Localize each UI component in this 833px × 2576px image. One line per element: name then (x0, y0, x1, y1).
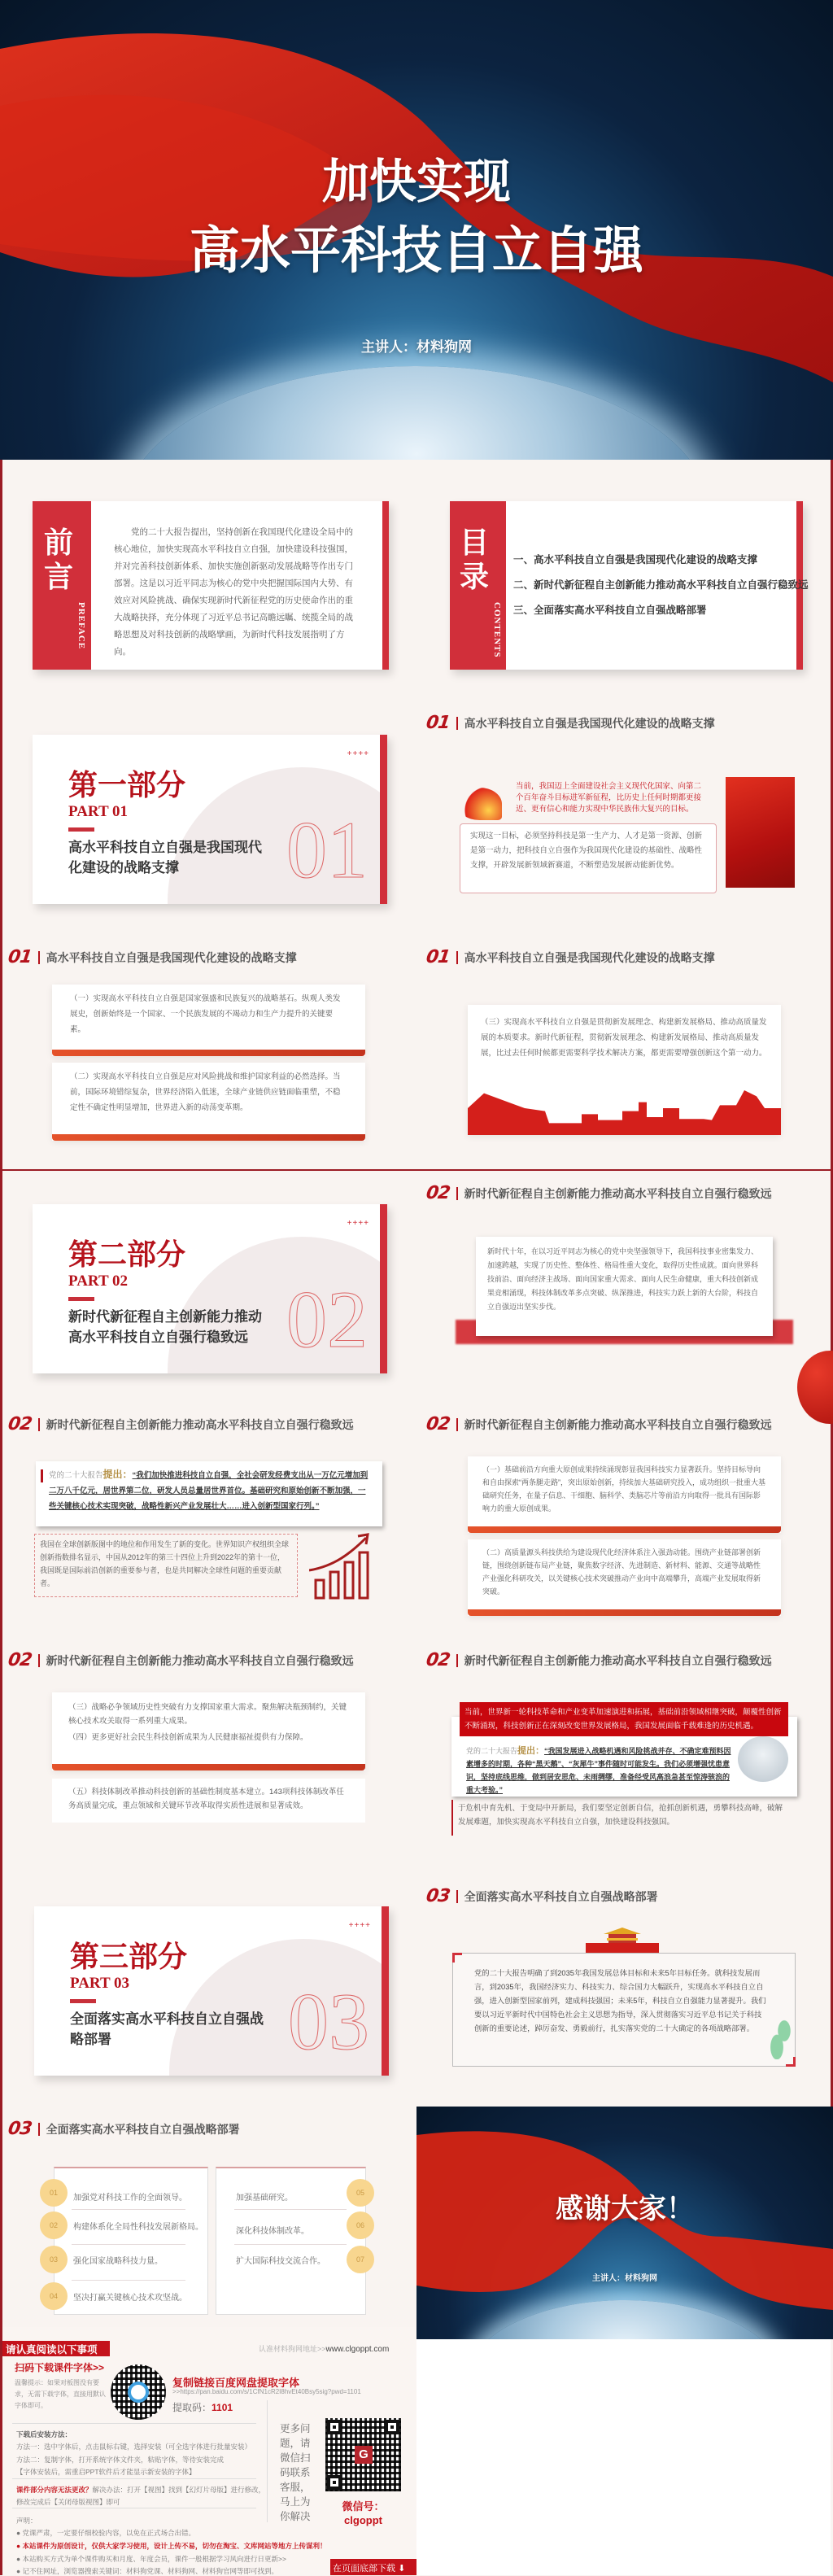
orange-bar (52, 1050, 365, 1056)
s1-red-text: 当前，我国迈上全面建设社会主义现代化国家、向第二个百年奋斗目标进军新征程，比历史上任何时期都更接近、更有信心和能力实现中华民族伟大复兴的目标。 (516, 782, 702, 814)
number-badge: 01 (40, 2179, 68, 2207)
growth-chart-icon (309, 1530, 376, 1603)
list-item: 强化国家战略科技力量。 (73, 2257, 163, 2266)
divider (267, 2400, 268, 2522)
accent-bar (68, 1297, 94, 1301)
header-divider (456, 717, 458, 730)
download-label: 在页面底部下载 (333, 2564, 395, 2574)
header-title: 全面落实高水平科技自立自强战略部署 (464, 1891, 658, 1904)
list-item: 深化科技体制改革。 (236, 2227, 309, 2236)
plus-decor: ++++ (348, 1921, 371, 1930)
header-divider (456, 1187, 458, 1200)
header-divider (38, 1654, 40, 1667)
quote-prefix: 党的二十大报告 (466, 1747, 518, 1755)
wechat-label: 微信号： (342, 2500, 385, 2513)
quote-prefix: 党的二十大报告 (49, 1471, 103, 1480)
number-badge: 04 (40, 2282, 68, 2310)
s2-item-1 (468, 1456, 781, 1533)
item-text: （二）高质量源头科技供给为建设现代化经济体系注入强劲动能。围绕产业链部署创新链，围绕创新链布局产业链，聚焦数字经济、先进制造、新材料、能源、交通等战略性产业强化科研攻关，以关键核心技术突破推动产业向中高端攀升，高端产业发展取得新突破。 (482, 1548, 761, 1596)
cover-title-line2: 高水平科技自立自强 (189, 224, 643, 279)
contents-item-2[interactable]: 二、新时代新征程自主创新能力推动高水平科技自立自强行稳致远 (513, 579, 809, 591)
s3-box-text: 党的二十大报告明确了到2035年我国发展总体目标和未来5年目标任务。就科技发展而言，到2035年，我国经济实力、科技实力、综合国力大幅跃升，实现高水平科技自立自强，进入创新型国家前列，建成科技强国；未来5年，科技自立自强能力显著提升。我们要以习近平新时代中国特色社会主义思想为指导，深入贯彻落实习近平总书记关于科技创新的重要论述，踔厉奋发、勇毅前行，扎实落实党的二十大确定的各项战略部署。 (474, 1969, 766, 2032)
fix-answer: 解决办法：打开【视图】找到【幻灯片母版】进行修改， (92, 2486, 266, 2494)
header-number: 03 (7, 2119, 33, 2139)
qr-finder (327, 2475, 342, 2490)
list-item: 构建体系化全局性科技发展新格局。 (73, 2223, 203, 2232)
divider (234, 2244, 347, 2245)
s3-list-panel-right (216, 2167, 366, 2315)
blank-area (416, 2339, 831, 2575)
slide-header (8, 947, 297, 967)
header-number: 02 (425, 1414, 451, 1434)
header-number: 02 (7, 1414, 33, 1434)
number-badge: 02 (40, 2211, 68, 2239)
orange-bar (468, 1526, 781, 1533)
divider (12, 2423, 256, 2424)
contact-text: 更多问题，请微信扫码联系客服，马上为你解决 (280, 2423, 311, 2522)
header-title: 高水平科技自立自强是我国现代化建设的战略支撑 (46, 952, 297, 965)
section-subtitle: 新时代新征程自主创新能力推动高水平科技自立自强行稳致远 (68, 1309, 262, 1345)
cover-speaker: 主讲人：材料狗网 (361, 339, 472, 355)
install-line: 【字体安装后，需重启PPT软件后才能显示新安装的字体】 (16, 2468, 196, 2476)
contents-item-1[interactable]: 一、高水平科技自立自强是我国现代化建设的战略支撑 (513, 554, 758, 565)
s3-box (452, 1953, 796, 2067)
header-title: 高水平科技自立自强是我国现代化建设的战略支撑 (464, 718, 715, 731)
item-text: （四）更多更好社会民生科技创新成果为人民健康福祉提供有力保障。 (68, 1733, 308, 1742)
header-number: 01 (425, 713, 451, 733)
header-number: 02 (425, 1183, 451, 1203)
header-title: 全面落实高水平科技自立自强战略部署 (46, 2124, 240, 2137)
thanks-speaker: 主讲人：材料狗网 (592, 2274, 657, 2283)
leaf-decor (767, 2019, 792, 2059)
section-card-2 (33, 1204, 387, 1373)
mini-program-qr-code (111, 2364, 166, 2420)
quote-verb: 提出： (517, 1746, 545, 1756)
slide-header (426, 1650, 772, 1670)
section-card-3 (34, 1906, 389, 2076)
preface-body: 党的二十大报告提出，坚持创新在我国现代化建设全局中的核心地位，加快实现高水平科技自立自强，加快建设科技强国，并对完善科技创新体系、加快实施创新驱动发展战略等作出专门部署。这是以习近平同志为核心的党中央把握国际国内大势、有效应对风险挑战、确保实现新时代新征程党的历史使命作出的重大战略抉择，充分体现了习近平总书记高瞻远瞩、统揽全局的战略思想及对科技创新的战略擘画，为新时代科技发展指明了方向。 (114, 527, 353, 657)
page-border-left (0, 460, 2, 2327)
header-number: 01 (7, 947, 33, 967)
preface-en: PREFACE (76, 602, 86, 650)
header-divider (456, 951, 458, 964)
section-title: 第一部分 (68, 769, 186, 801)
qr-finder (385, 2420, 399, 2434)
number-badge: 05 (347, 2179, 374, 2207)
list-item: 加强党对科技工作的全面领导。 (73, 2194, 187, 2203)
section-card-1 (33, 735, 387, 904)
s2-dashed-box (34, 1534, 298, 1597)
fix-question: 课件部分内容无法更改？ (16, 2486, 93, 2494)
s2-item-5 (52, 1779, 365, 1823)
tiananmen-icon (584, 1927, 661, 1954)
download-button[interactable] (330, 2559, 416, 2575)
red-stripe (382, 501, 389, 670)
slide-header (8, 1650, 354, 1670)
accent-bar (68, 827, 94, 832)
header-divider (38, 951, 40, 964)
section-subtitle: 高水平科技自立自强是我国现代化建设的战略支撑 (68, 840, 262, 875)
number-badge: 06 (347, 2211, 374, 2239)
number-badge: 03 (40, 2246, 68, 2273)
corner-decor (452, 1953, 462, 1963)
preface-title: 前言 (44, 526, 74, 593)
site-link[interactable]: www.clgoppt.com (325, 2345, 390, 2354)
slide-header (426, 1183, 772, 1203)
red-stripe (380, 735, 387, 904)
statement-title: 声明： (16, 2517, 37, 2525)
copy-link-title: 复制链接百度网盘提取字体 (172, 2377, 300, 2389)
wechat-qr-code[interactable] (325, 2418, 401, 2491)
section-divider (0, 1169, 833, 1171)
contents-item-3[interactable]: 三、全面落实高水平科技自立自强战略部署 (513, 605, 707, 616)
s2-red-banner: 当前，世界新一轮科技革命和产业变革加速演进和拓展，基础前沿领域相继突破，颠覆性创新不断涌现，科技创新正在深刻改变世界发展格局，我国发展面临千载难逢的历史机遇。 (460, 1702, 788, 1736)
header-divider (456, 1418, 458, 1431)
statement-item: 本站课件为原创设计，仅供大家学习使用，设计上传不易，切勿在淘宝、文库网站等地方上传谋利！ (22, 2542, 327, 2550)
header-divider (38, 1418, 40, 1431)
skyline-graphic (468, 1090, 781, 1135)
header-title: 新时代新征程自主创新能力推动高水平科技自立自强行稳致远 (464, 1419, 772, 1432)
header-number: 02 (425, 1650, 451, 1670)
item-text: （一）实现高水平科技自立自强是国家强盛和民族复兴的战略基石。纵观人类发展史，创新始终是一个国家、一个民族发展的不竭动力和生产力提升的关键要素。 (70, 994, 341, 1034)
statement-item: 党课严肃，一定要仔细校验内容，以免在正式场合出错。 (22, 2529, 196, 2537)
orange-bar (52, 1764, 365, 1770)
header-number: 01 (425, 947, 451, 967)
black-swan-grey-rhino-image (738, 1736, 788, 1782)
s1-box-text: 实现这一目标，必须坚持科技是第一生产力、人才是第一资源、创新是第一动力，把科技自立自强作为我国现代化建设的基础性、战略性支撑，开辟发展新领域新赛道，不断塑造发展新动能新优势。 (470, 832, 703, 870)
section-subtitle: 全面落实高水平科技自立自强战略部署 (70, 2011, 264, 2047)
preface-slide (33, 501, 389, 670)
header-title: 新时代新征程自主创新能力推动高水平科技自立自强行稳致远 (464, 1188, 772, 1201)
header-number: 03 (425, 1886, 451, 1906)
header-divider (456, 1890, 458, 1903)
s1-item-3 (468, 1005, 781, 1135)
quote-text: “我们加快推进科技自立自强，全社会研发经费支出从一万亿元增加到二万八千亿元，居世界第二位，研发人员总量居世界首位。基础研究和原始创新不断加强，一些关键核心技术实现突破，战略性新兴产业发展壮大……进入创新型国家行列。” (49, 1471, 369, 1511)
header-title: 高水平科技自立自强是我国现代化建设的战略支撑 (464, 952, 715, 965)
slide-header (8, 1414, 354, 1434)
install-line: 方法二：复制字体，打开系统字体文件夹，粘贴字体，等待安装完成 (16, 2456, 225, 2464)
section-part: PART 02 (68, 1273, 129, 1290)
divider (72, 2209, 185, 2210)
qr-finder (327, 2420, 342, 2434)
section-title: 第三部分 (70, 1941, 188, 1973)
item-text: （一）基础前沿方向重大原创成果持续涌现彰显我国科技实力显著跃升。坚持目标导向和自由探索“两条腿走路”，突出原始创新，持续加大基础研究投入，成功组织一批重大基础研究任务，在量子信息、干细胞、脑科学、类脑芯片等前沿方向取得一批具有国际影响力的重大原创成果。 (482, 1465, 765, 1513)
site-prefix: 认准材料狗网地址>> (259, 2345, 326, 2353)
header-number: 02 (7, 1650, 33, 1670)
quote-marker (41, 1469, 43, 1482)
section-number: 01 (286, 805, 368, 895)
statement-item: 记不住网址，浏览器搜索关键词：材料狗党课、材料狗网、材料狗官网等即可找到。 (22, 2567, 279, 2575)
contents-slide (450, 501, 809, 670)
header-divider (456, 1654, 458, 1667)
section-title: 第二部分 (68, 1238, 186, 1271)
section-part: PART 03 (70, 1975, 130, 1992)
divider (234, 2209, 347, 2210)
orange-bar (468, 1609, 781, 1616)
item-text: （二）实现高水平科技自立自强是应对风险挑战和维护国家利益的必然选择。当前，国际环境错综复杂，世界经济陷入低迷，全球产业链供应链面临重塑，不稳定性不确定性明显增加，世界进入新的动荡变革期。 (70, 1072, 341, 1112)
plus-decor: ++++ (347, 749, 369, 758)
baidu-cloud-icon (128, 2382, 149, 2403)
s2-item-2 (468, 1539, 781, 1616)
arrow-down-icon: ⬇ (398, 2564, 406, 2574)
s1-item-1 (52, 985, 365, 1056)
thanks-title: 感谢大家！ (556, 2194, 694, 2225)
item-text: （五）科技体制改革推动科技创新的基础性制度基本建立。143项科技体制改革任务高质量完成，重点领域和关键环节改革取得实质性进展和显著成效。 (68, 1788, 344, 1810)
thanks-slide (416, 2107, 833, 2339)
item-text: （三）实现高水平科技自立自强是贯彻新发展理念、构建新发展格局、推动高质量发展的本质要求。新时代新征程，贯彻新发展理念、构建新发展格局、推动高质量发展，比过去任何时候都更需要科学技术解决方案，都更需要增强创新这个第一动力。 (481, 1018, 767, 1058)
font-tip: 温馨提示：如果对板图没有要求，无需下载字体，直接用默认字体即可。 (15, 2379, 106, 2409)
statement-item: 本站购买方式为单个课件购买和月度、年度会员，课件一般根据学习风向进行日更新>> (22, 2555, 286, 2563)
quote-text: “我国发展进入战略机遇和风险挑战并存、不确定难预料因素增多的时期，各种“黑天鹅”、“灰犀牛”事件随时可能发生。我们必须增强忧患意识，坚持底线思维，做到居安思危、未雨绸缪，准备经受风高浪急甚至惊涛骇浪的重大考验。” (466, 1747, 731, 1794)
red-stripe (382, 1906, 389, 2076)
orange-bar (52, 1134, 365, 1141)
install-title: 下载后安装方法： (16, 2430, 72, 2438)
s2-quote-box (36, 1461, 382, 1526)
s2-item-3 (52, 1692, 365, 1770)
extraction-code[interactable]: 1101 (212, 2402, 233, 2413)
header-divider (38, 2123, 40, 2136)
list-item: 加强基础研究。 (236, 2194, 293, 2203)
contents-en: CONTENTS (492, 602, 502, 658)
section-number: 03 (288, 1976, 369, 2067)
slide-header (8, 2119, 240, 2139)
qr-logo: G (355, 2446, 373, 2464)
notice-label: 请认真阅读以下事项 (2, 2341, 110, 2356)
s2-closing-text: 于危机中育先机、于变局中开新局，我们要坚定创新自信，抢抓创新机遇，勇攀科技高峰，破解发展难题，加快实现高水平科技自立自强，加快建设科技强国。 (451, 1800, 793, 1836)
slide-header (426, 713, 715, 733)
s1-item-2 (52, 1063, 365, 1141)
header-title: 新时代新征程自主创新能力推动高水平科技自立自强行稳致远 (46, 1655, 354, 1668)
accent-bar (70, 1999, 96, 2003)
cover-slide (0, 0, 833, 460)
s2-intro-box (476, 1237, 773, 1336)
divider (12, 2478, 256, 2479)
flag-icon (457, 788, 502, 820)
s1-box (460, 823, 717, 893)
divider (72, 2244, 185, 2245)
scan-title: 扫码下载课件字体>> (15, 2362, 105, 2373)
header-title: 新时代新征程自主创新能力推动高水平科技自立自强行稳致远 (46, 1419, 354, 1432)
red-flag-image (726, 777, 795, 888)
quote-verb: 提出： (102, 1469, 133, 1480)
divider (72, 2280, 185, 2281)
header-title: 新时代新征程自主创新能力推动高水平科技自立自强行稳致远 (464, 1655, 772, 1668)
baidu-link[interactable]: >>https://pan.baidu.com/s/1CfN1cR2I8hvEt40Bsy5sig?pwd=1101 (172, 2388, 361, 2395)
list-item: 扩大国际科技交流合作。 (236, 2257, 325, 2266)
slide-header (426, 1886, 658, 1906)
fix-answer-2: 修改完成后【关闭母版视图】即可 (16, 2498, 120, 2506)
item-text: （三）战略必争领域历史性突破有力支撑国家重大需求。聚焦解决瓶颈制约，关键核心技术攻关取得一系列重大成果。 (68, 1703, 347, 1726)
contents-title: 目录 (460, 526, 490, 593)
dashed-box-text: 我国在全球创新版图中的地位和作用发生了新的变化。世界知识产权组织全球创新指数排名显示，中国从2012年的第三十四位上升到2022年的第十一位，我国既是国际前沿创新的重要参与者，也是共同解决全球性问题的重要贡献者。 (40, 1540, 290, 1587)
install-line: 方法一：选中字体后，点击鼠标右键，选择安装（可全选字体进行批量安装） (16, 2443, 252, 2451)
slide-header (426, 1414, 772, 1434)
code-label: 提取码： (172, 2402, 212, 2413)
list-item: 坚决打赢关键核心技术攻坚战。 (73, 2294, 187, 2303)
number-badge: 07 (347, 2246, 374, 2273)
wechat-id: clgoppt (344, 2514, 382, 2526)
slide-header (426, 947, 715, 967)
section-part: PART 01 (68, 803, 129, 820)
ribbon-decor (797, 1351, 833, 1424)
section-number: 02 (286, 1274, 368, 1364)
plus-decor: ++++ (347, 1219, 369, 1228)
intro-text: 新时代十年，在以习近平同志为核心的党中央坚强领导下，我国科技事业密集发力、加速跨越，实现了历史性、整体性、格局性重大变化，取得历史性成就。面向世界科技前沿、面向经济主战场、面向国家重大需求、面向人民生命健康，重大科技创新成果竞相涌现，科技体制改革多点突破、纵深推进，科技实力跃上新的大台阶，科技自立自强迈出坚实步伐。 (487, 1247, 759, 1311)
cover-title-line1: 加快实现 (321, 155, 511, 208)
red-stripe (380, 1204, 387, 1373)
